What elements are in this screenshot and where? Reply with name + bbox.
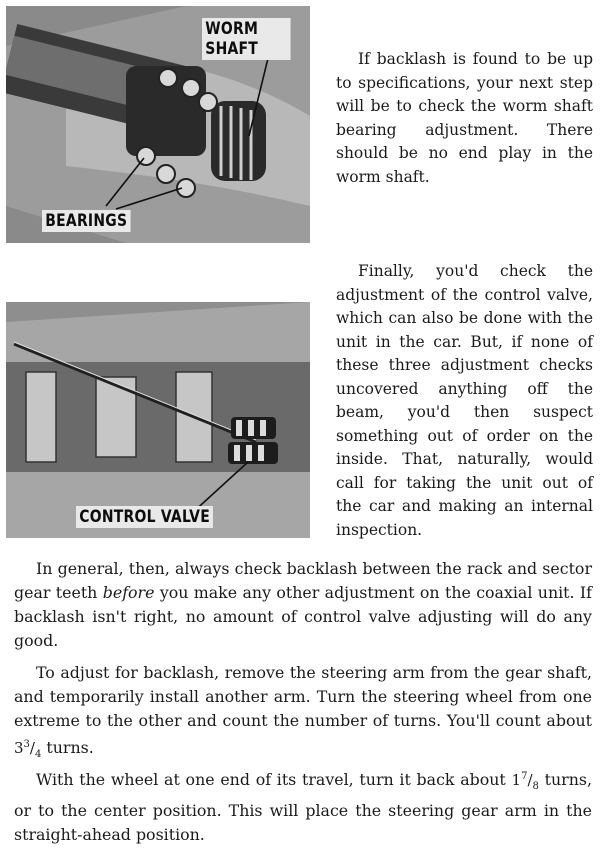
paragraph-2-text [14, 661, 592, 767]
control-valve-description [336, 260, 593, 542]
control-valve-photo [6, 302, 310, 538]
side-paragraph-2: Finally, you'd check the adjustment of the control valve, which can also be done with the unit in the car. But, if none of these three adjustment checks uncovered anything off the beam, you'd then suspect something out of order on the inside. That, naturally, would call for taking the unit out of the car and making an internal inspection. [336, 262, 593, 539]
paragraph-2-tail: turns. [41, 738, 94, 757]
center-position-paragraph [14, 765, 592, 847]
turns-fraction: $3^3/_4$ [14, 739, 42, 760]
backlash-general-paragraph [14, 557, 592, 653]
paragraph-2-lead: To adjust for backlash, remove the steering arm from the gear shaft, and temporarily install another arm. Turn the steering wheel from one extreme to the other and count the number of turns. You'll count about [14, 663, 592, 730]
paragraph-1-lead: In general, then, always check backlash between the rack and sector gear teeth [14, 559, 592, 602]
worm-shaft-label: WORM SHAFT [202, 18, 291, 60]
turns-numerator: 3 [23, 739, 30, 750]
turns-denominator: 4 [34, 749, 42, 760]
adjust-backlash-paragraph [14, 661, 592, 767]
paragraph-1-tail: you make any other adjustment on the coaxial unit. If backlash isn't right, no amount of control valve adjusting will do any good. [14, 583, 592, 650]
turn-back-whole: 1 [511, 771, 522, 789]
bearings-label: BEARINGS [42, 210, 131, 232]
paragraph-1-text [14, 557, 592, 653]
turn-back-denominator: 8 [532, 781, 539, 792]
turns-whole: 3 [14, 739, 24, 757]
worm-shaft-description [336, 48, 593, 189]
turn-back-numerator: 7 [521, 771, 528, 782]
paragraph-3-tail: turns, or to the center position. This will place the steering gear arm in the straight-ahead position. [14, 770, 593, 844]
paragraph-3-text [14, 765, 592, 847]
control-valve-label: CONTROL VALVE [76, 506, 213, 528]
paragraph-1-emphasis: before [102, 583, 155, 602]
turn-back-fraction: $1^7/_8$ [511, 771, 539, 792]
worm-shaft-photo [6, 6, 310, 243]
paragraph-3-lead: With the wheel at one end of its travel, turn it back about [36, 770, 512, 789]
control-valve-illustration [6, 302, 310, 538]
side-paragraph-1: If backlash is found to be up to specifications, your next step will be to check the worm shaft bearing adjustment. There should be no end play in the worm shaft. [336, 50, 593, 186]
